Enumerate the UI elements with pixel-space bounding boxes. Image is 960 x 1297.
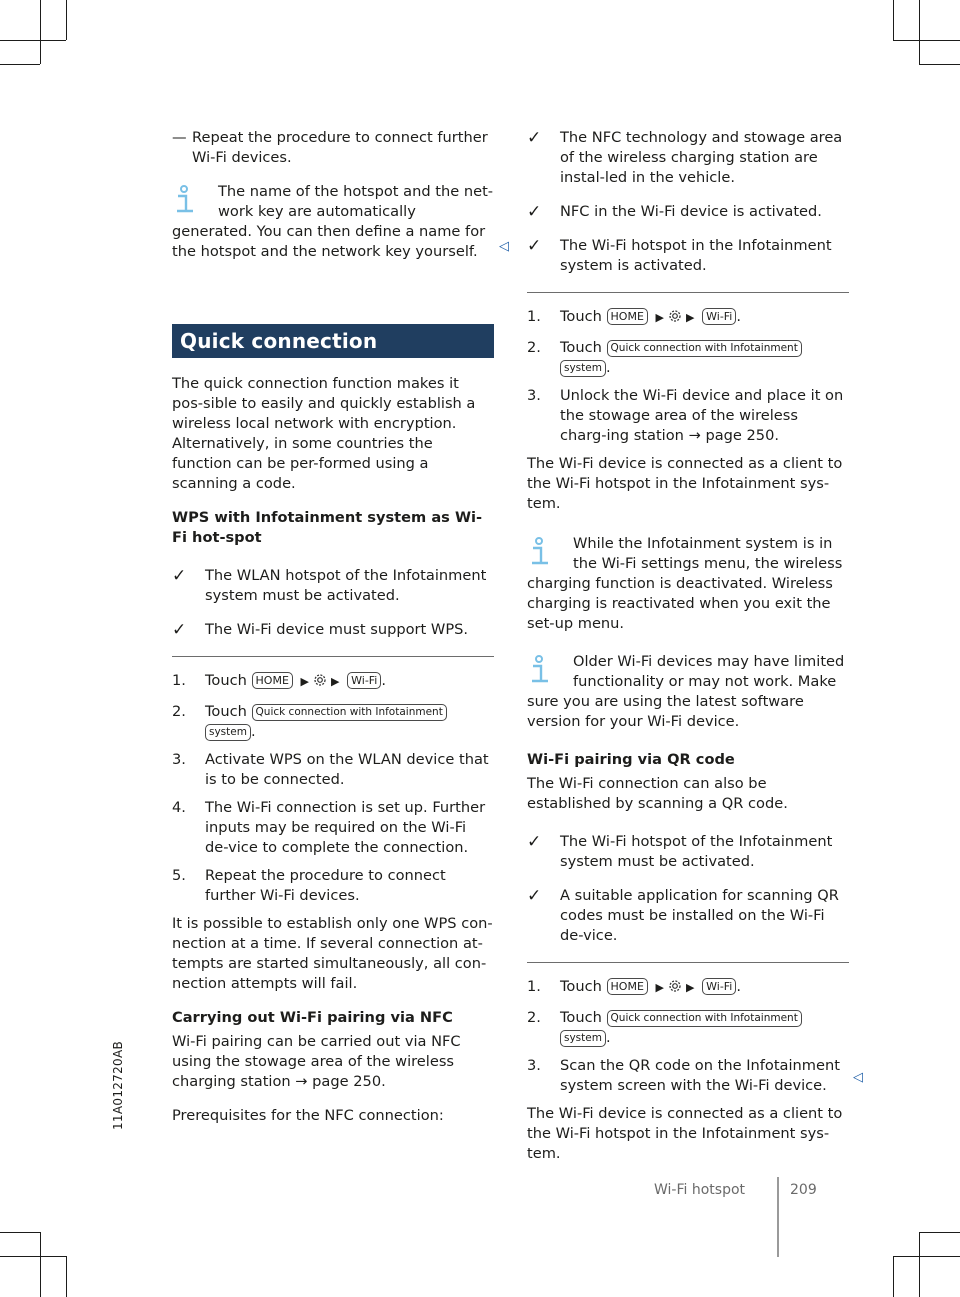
info-note bbox=[527, 652, 849, 732]
nfc-heading: Carrying out Wi-Fi pairing via NFC bbox=[172, 1009, 453, 1026]
step-text: Touch bbox=[205, 703, 247, 720]
triangle-right-icon: ▶ bbox=[686, 981, 695, 994]
step-text: Touch bbox=[560, 339, 602, 356]
check-icon: ✓ bbox=[172, 566, 187, 586]
requirement-item bbox=[527, 886, 849, 946]
step-number: 3. bbox=[527, 387, 541, 404]
end-of-section-icon: ◁ bbox=[499, 239, 509, 254]
step-item bbox=[527, 1008, 849, 1048]
requirement-item bbox=[527, 202, 849, 222]
qr-result-text: The Wi-Fi device is connected as a client to the Wi-Fi hotspot in the Infotainment sys-tem. bbox=[527, 1105, 843, 1162]
crop-mark bbox=[0, 64, 40, 65]
quick-connection-button[interactable]: Quick connection with Infotainment bbox=[607, 340, 802, 357]
info-note-text: While the Infotainment system is in the Wi-Fi settings menu, the wireless charging function is deactivated. Wireless charging is reactivated when you exit the set-up menu. bbox=[527, 535, 843, 632]
triangle-right-icon: ▶ bbox=[300, 675, 310, 688]
step-text: Activate WPS on the WLAN device that is to be connected. bbox=[205, 751, 489, 788]
crop-mark bbox=[893, 1256, 960, 1257]
footer-title: Wi-Fi hotspot bbox=[654, 1182, 746, 1198]
triangle-right-icon: ▶ bbox=[655, 311, 665, 324]
requirement-item bbox=[172, 620, 494, 640]
home-button[interactable]: HOME bbox=[607, 308, 648, 325]
step-item bbox=[527, 1056, 849, 1096]
step-text: Repeat the procedure to connect further Wi-Fi devices. bbox=[205, 867, 446, 904]
quick-connection-button-cont[interactable]: system bbox=[560, 360, 606, 377]
end-of-section-icon: ◁ bbox=[853, 1070, 863, 1085]
crop-mark bbox=[0, 40, 66, 41]
triangle-right-icon: ▶ bbox=[331, 675, 340, 688]
step-number: 4. bbox=[172, 799, 186, 816]
step-text: Unlock the Wi-Fi device and place it on the stowage area of the wireless charg-ing station bbox=[560, 387, 844, 444]
requirement-text: The Wi-Fi hotspot in the Infotainment system is activated. bbox=[560, 237, 832, 274]
wifi-button[interactable]: Wi-Fi bbox=[702, 978, 736, 995]
step-text: The Wi-Fi connection is set up. Further inputs may be required on the Wi-Fi de-vice to complete the connection. bbox=[205, 799, 486, 856]
step-number: 2. bbox=[172, 703, 186, 720]
nfc-text: Wi-Fi pairing can be carried out via NFC using the stowage area of the wireless charging station bbox=[172, 1033, 461, 1090]
check-icon: ✓ bbox=[527, 886, 542, 906]
step-number: 2. bbox=[527, 1009, 541, 1026]
requirement-item bbox=[527, 832, 849, 872]
step-period: . bbox=[250, 723, 256, 740]
step-text: Touch bbox=[560, 308, 602, 325]
footer-divider bbox=[777, 1177, 779, 1257]
step-item bbox=[527, 386, 849, 446]
crop-mark bbox=[40, 0, 41, 64]
intro-step-text: Repeat the procedure to connect further Wi-Fi devices. bbox=[192, 129, 488, 166]
info-icon bbox=[527, 652, 573, 692]
divider bbox=[527, 292, 849, 293]
gear-icon[interactable] bbox=[667, 308, 683, 330]
qr-heading: Wi-Fi pairing via QR code bbox=[527, 751, 735, 768]
quick-connection-button[interactable]: Quick connection with Infotainment bbox=[607, 1010, 802, 1027]
step-text: Scan the QR code on the Infotainment system screen with the Wi-Fi device. bbox=[560, 1057, 840, 1094]
crop-mark bbox=[0, 1232, 40, 1233]
requirement-text: NFC in the Wi-Fi device is activated. bbox=[560, 203, 822, 220]
info-note-text: Older Wi-Fi devices may have limited functionality or may not work. Make sure you are using the latest software version for your Wi-Fi device. bbox=[527, 653, 845, 730]
step-period: . bbox=[605, 359, 611, 376]
divider bbox=[527, 962, 849, 963]
info-note bbox=[527, 534, 849, 634]
step-text: Touch bbox=[205, 672, 247, 689]
step-item bbox=[172, 702, 494, 742]
left-column bbox=[172, 128, 509, 1140]
arrow-icon: → bbox=[688, 427, 701, 444]
step-number: 3. bbox=[172, 751, 186, 768]
crop-mark bbox=[0, 1256, 66, 1257]
crop-mark bbox=[893, 1256, 894, 1297]
requirement-text: The Wi-Fi hotspot of the Infotainment system must be activated. bbox=[560, 833, 833, 870]
quick-connection-button[interactable]: Quick connection with Infotainment bbox=[252, 704, 447, 721]
quick-connection-button-cont[interactable]: system bbox=[205, 724, 251, 741]
step-item bbox=[172, 798, 494, 858]
divider bbox=[172, 656, 494, 657]
step-period: . bbox=[381, 672, 387, 689]
step-item bbox=[527, 338, 849, 378]
crop-mark bbox=[893, 0, 894, 40]
requirement-text: The WLAN hotspot of the Infotainment system must be activated. bbox=[205, 567, 487, 604]
step-item bbox=[527, 977, 849, 1000]
step-text-block bbox=[560, 386, 849, 446]
page-reference[interactable]: page 250. bbox=[312, 1073, 386, 1090]
check-icon: ✓ bbox=[172, 620, 187, 640]
wifi-button[interactable]: Wi-Fi bbox=[347, 672, 381, 689]
step-item bbox=[527, 307, 849, 330]
wps-note: It is possible to establish only one WPS con-nection at a time. If several connection at-tempts are started simultaneously, all con-nection attempts will fail. bbox=[172, 915, 493, 992]
info-icon bbox=[172, 182, 218, 222]
qr-text: The Wi-Fi connection can also be established by scanning a QR code. bbox=[527, 775, 788, 812]
right-column bbox=[527, 128, 849, 1178]
intro-step bbox=[172, 128, 494, 168]
step-number: 1. bbox=[527, 978, 541, 995]
gear-icon[interactable] bbox=[312, 672, 328, 694]
requirement-item bbox=[527, 128, 849, 188]
arrow-icon: → bbox=[295, 1073, 308, 1090]
section-title: Quick connection bbox=[172, 324, 494, 358]
requirement-text: A suitable application for scanning QR codes must be installed on the Wi-Fi de-vice. bbox=[560, 887, 839, 944]
step-text: Touch bbox=[560, 978, 602, 995]
home-button[interactable]: HOME bbox=[252, 672, 293, 689]
dash-bullet: — bbox=[172, 129, 187, 146]
crop-mark bbox=[40, 1232, 41, 1297]
info-note bbox=[172, 182, 494, 262]
crop-mark bbox=[66, 1256, 67, 1297]
step-number: 2. bbox=[527, 339, 541, 356]
prereq-text: Prerequisites for the NFC connection: bbox=[172, 1107, 444, 1124]
page-reference[interactable]: page 250. bbox=[705, 427, 780, 444]
side-code: 11A012720AB bbox=[111, 1040, 125, 1130]
step-period: . bbox=[605, 1029, 611, 1046]
triangle-right-icon: ▶ bbox=[655, 981, 665, 994]
step-item bbox=[172, 750, 494, 790]
section-intro: The quick connection function makes it pos-sible to easily and quickly establish a wireless local network with encryption. Alternatively, in some countries the function can be per-formed using a scanning a code. bbox=[172, 375, 476, 492]
crop-mark bbox=[919, 1232, 960, 1233]
step-number: 3. bbox=[527, 1057, 541, 1074]
requirement-item bbox=[172, 566, 494, 606]
step-number: 1. bbox=[527, 308, 541, 325]
step-period: . bbox=[736, 978, 742, 995]
nfc-text-block bbox=[172, 1032, 494, 1092]
info-note-text: The name of the hotspot and the net-work key are automatically generated. You can then define a name for the hotspot and the network key yourself. bbox=[172, 183, 494, 260]
check-icon: ✓ bbox=[527, 236, 542, 256]
page-number: 209 bbox=[790, 1182, 817, 1198]
step-text: Touch bbox=[560, 1009, 602, 1026]
step-number: 1. bbox=[172, 672, 186, 689]
wps-heading: WPS with Infotainment system as Wi-Fi hot-spot bbox=[172, 509, 483, 546]
gear-icon[interactable] bbox=[667, 978, 683, 1000]
result-text: The Wi-Fi device is connected as a client to the Wi-Fi hotspot in the Infotainment sys-tem. bbox=[527, 455, 843, 512]
quick-connection-button-cont[interactable]: system bbox=[560, 1030, 606, 1047]
step-item bbox=[172, 671, 494, 694]
info-icon bbox=[527, 534, 573, 574]
crop-mark bbox=[919, 64, 960, 65]
crop-mark bbox=[66, 0, 67, 40]
requirement-text: The NFC technology and stowage area of the wireless charging station are instal-led in the vehicle. bbox=[560, 129, 843, 186]
requirement-text: The Wi-Fi device must support WPS. bbox=[205, 621, 469, 638]
check-icon: ✓ bbox=[527, 202, 542, 222]
step-number: 5. bbox=[172, 867, 186, 884]
check-icon: ✓ bbox=[527, 128, 542, 148]
wifi-button[interactable]: Wi-Fi bbox=[702, 308, 736, 325]
step-period: . bbox=[736, 308, 742, 325]
requirement-item bbox=[527, 236, 849, 276]
triangle-right-icon: ▶ bbox=[686, 311, 695, 324]
crop-mark bbox=[893, 40, 960, 41]
crop-mark bbox=[919, 0, 920, 64]
crop-mark bbox=[919, 1232, 920, 1297]
check-icon: ✓ bbox=[527, 832, 542, 852]
step-item bbox=[172, 866, 494, 906]
home-button[interactable]: HOME bbox=[607, 978, 648, 995]
